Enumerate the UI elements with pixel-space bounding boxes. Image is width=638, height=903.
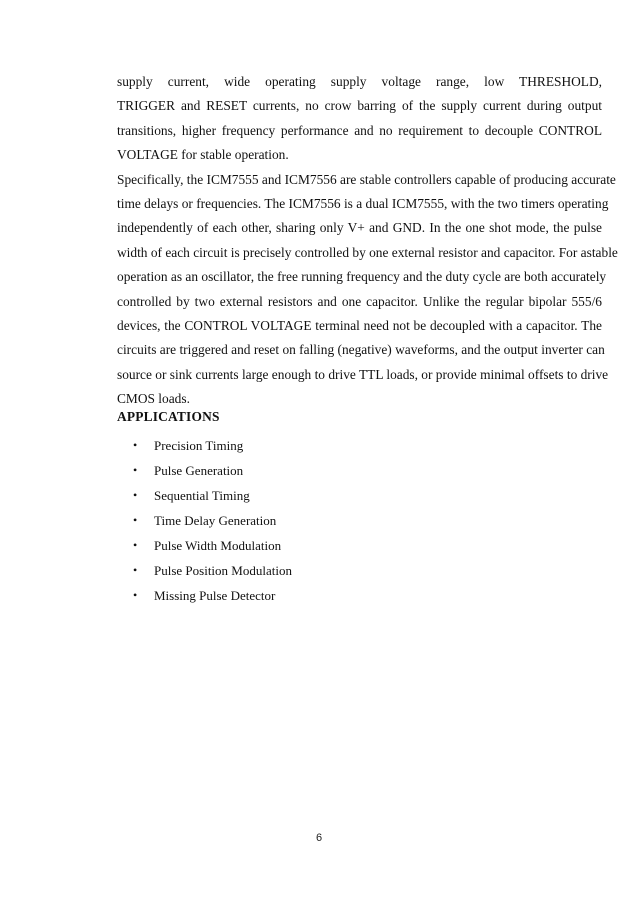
list-item-label: Time Delay Generation <box>154 513 277 528</box>
list-item <box>117 433 292 458</box>
applications-list <box>117 433 292 608</box>
text-line: controlled by two external resistors and one capacitor. Unlike the regular bipolar 555/6 <box>117 293 602 309</box>
text-line: width of each circuit is precisely controlled by one external resistor and capacitor. For astable <box>117 244 618 260</box>
bullet-icon: • <box>133 513 138 527</box>
text-line: VOLTAGE for stable operation. <box>117 147 289 163</box>
list-item-label: Sequential Timing <box>154 488 250 503</box>
text-line: supply current, wide operating supply voltage range, low THRESHOLD, <box>117 74 602 89</box>
text-line: CMOS loads. <box>117 391 190 407</box>
list-item-label: Missing Pulse Detector <box>154 588 276 603</box>
bullet-icon: • <box>133 563 138 577</box>
list-item <box>117 583 292 608</box>
list-item-label: Pulse Generation <box>154 463 244 478</box>
text-line: circuits are triggered and reset on falling (negative) waveforms, and the output inverter can <box>117 342 605 358</box>
list-item-label: Pulse Width Modulation <box>154 538 282 553</box>
bullet-icon: • <box>133 438 138 452</box>
list-item <box>117 458 292 483</box>
list-item <box>117 533 292 558</box>
list-item-label: Pulse Position Modulation <box>154 563 292 578</box>
text-line: devices, the CONTROL VOLTAGE terminal need not be decoupled with a capacitor. The <box>117 317 602 333</box>
list-item-label: Precision Timing <box>154 438 244 453</box>
applications-heading: APPLICATIONS <box>117 409 220 424</box>
bullet-icon: • <box>133 488 138 502</box>
text-line: independently of each other, sharing only V+ and GND. In the one shot mode, the pulse <box>117 220 602 236</box>
text-line: transitions, higher frequency performance and no requirement to decouple CONTROL <box>117 122 602 138</box>
list-item <box>117 558 292 583</box>
text-line: time delays or frequencies. The ICM7556 is a dual ICM7555, with the two timers operating <box>117 195 609 211</box>
page-number: 6 <box>315 832 323 844</box>
text-line: TRIGGER and RESET currents, no crow barring of the supply current during output <box>117 98 602 114</box>
text-line: operation as an oscillator, the free running frequency and the duty cycle are both accurately <box>117 269 607 285</box>
text-line: Specifically, the ICM7555 and ICM7556 are stable controllers capable of producing accurate <box>117 171 616 187</box>
body-text <box>117 70 618 411</box>
paragraph-features <box>117 70 602 168</box>
list-item <box>117 508 292 533</box>
bullet-icon: • <box>133 463 138 477</box>
paragraph-description <box>117 168 618 412</box>
bullet-icon: • <box>133 588 138 602</box>
bullet-icon: • <box>133 538 138 552</box>
list-item <box>117 483 292 508</box>
text-line: source or sink currents large enough to drive TTL loads, or provide minimal offsets to drive <box>117 366 609 382</box>
